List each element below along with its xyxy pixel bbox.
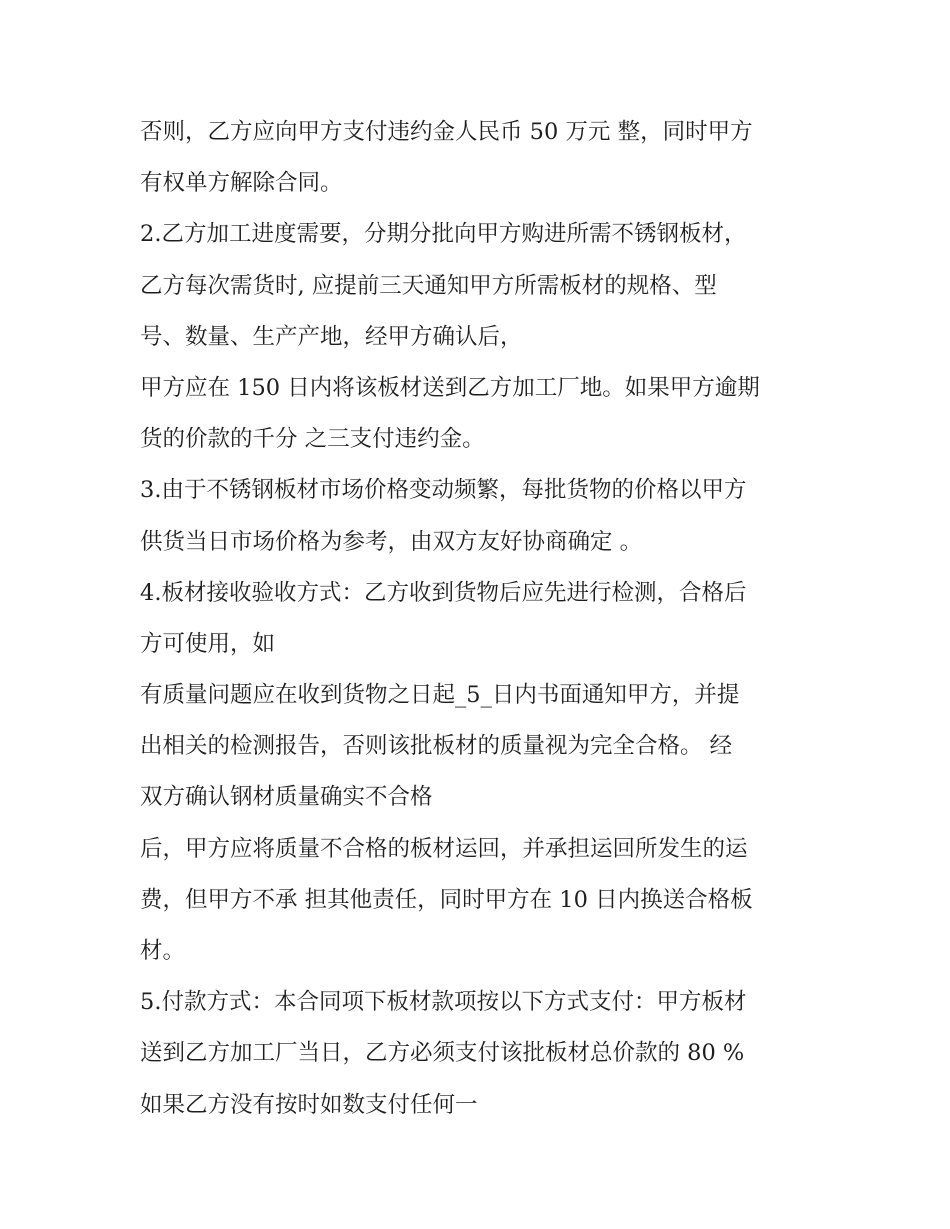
text-line: 供货当日市场价格为参考，由双方友好协商确定 。 — [140, 528, 643, 555]
text-line: 4.板材接收验收方式：乙方收到货物后应先进行检测，合格后 — [140, 579, 747, 606]
text-line: 5.付款方式：本合同项下板材款项按以下方式支付：甲方板材 — [140, 989, 747, 1016]
text-line: 有质量问题应在收到货物之日起_5_日内书面通知甲方，并提 — [140, 682, 740, 709]
text-line: 3.由于不锈钢板材市场价格变动频繁，每批货物的价格以甲方 — [140, 477, 747, 504]
text-line: 乙方每次需货时, 应提前三天通知甲方所需板材的规格、型 — [140, 272, 717, 299]
text-line: 如果乙方没有按时如数支付任何一 — [140, 1091, 478, 1118]
text-line: 材。 — [140, 938, 186, 964]
text-line: 甲方应在 150 日内将该板材送到乙方加工厂地。如果甲方逾期 — [140, 374, 760, 401]
text-line: 号、数量、生产产地，经甲方确认后， — [140, 323, 523, 350]
text-line: 后，甲方应将质量不合格的板材运回，并承担运回所发生的运 — [140, 835, 748, 862]
text-line: 有权单方解除合同。 — [140, 170, 343, 197]
text-line: 费，但甲方不承 担其他责任，同时甲方在 10 日内换送合格板 — [140, 886, 753, 913]
text-line: 货的价款的千分 之三支付违约金。 — [140, 426, 485, 453]
text-line: 否则，乙方应向甲方支付违约金人民币 50 万元 整，同时甲方 — [140, 119, 753, 145]
text-line: 方可使用，如 — [140, 630, 276, 657]
text-line: 送到乙方加工厂当日，乙方必须支付该批板材总价款的 80 % — [140, 1040, 745, 1067]
contract-text — [140, 107, 830, 1131]
text-line: 双方确认钢材质量确实不合格 — [140, 784, 433, 811]
text-line: 2.乙方加工进度需要，分期分批向甲方购进所需不锈钢板材， — [140, 221, 747, 248]
text-line: 出相关的检测报告，否则该批板材的质量视为完全合格。 经 — [140, 733, 733, 760]
